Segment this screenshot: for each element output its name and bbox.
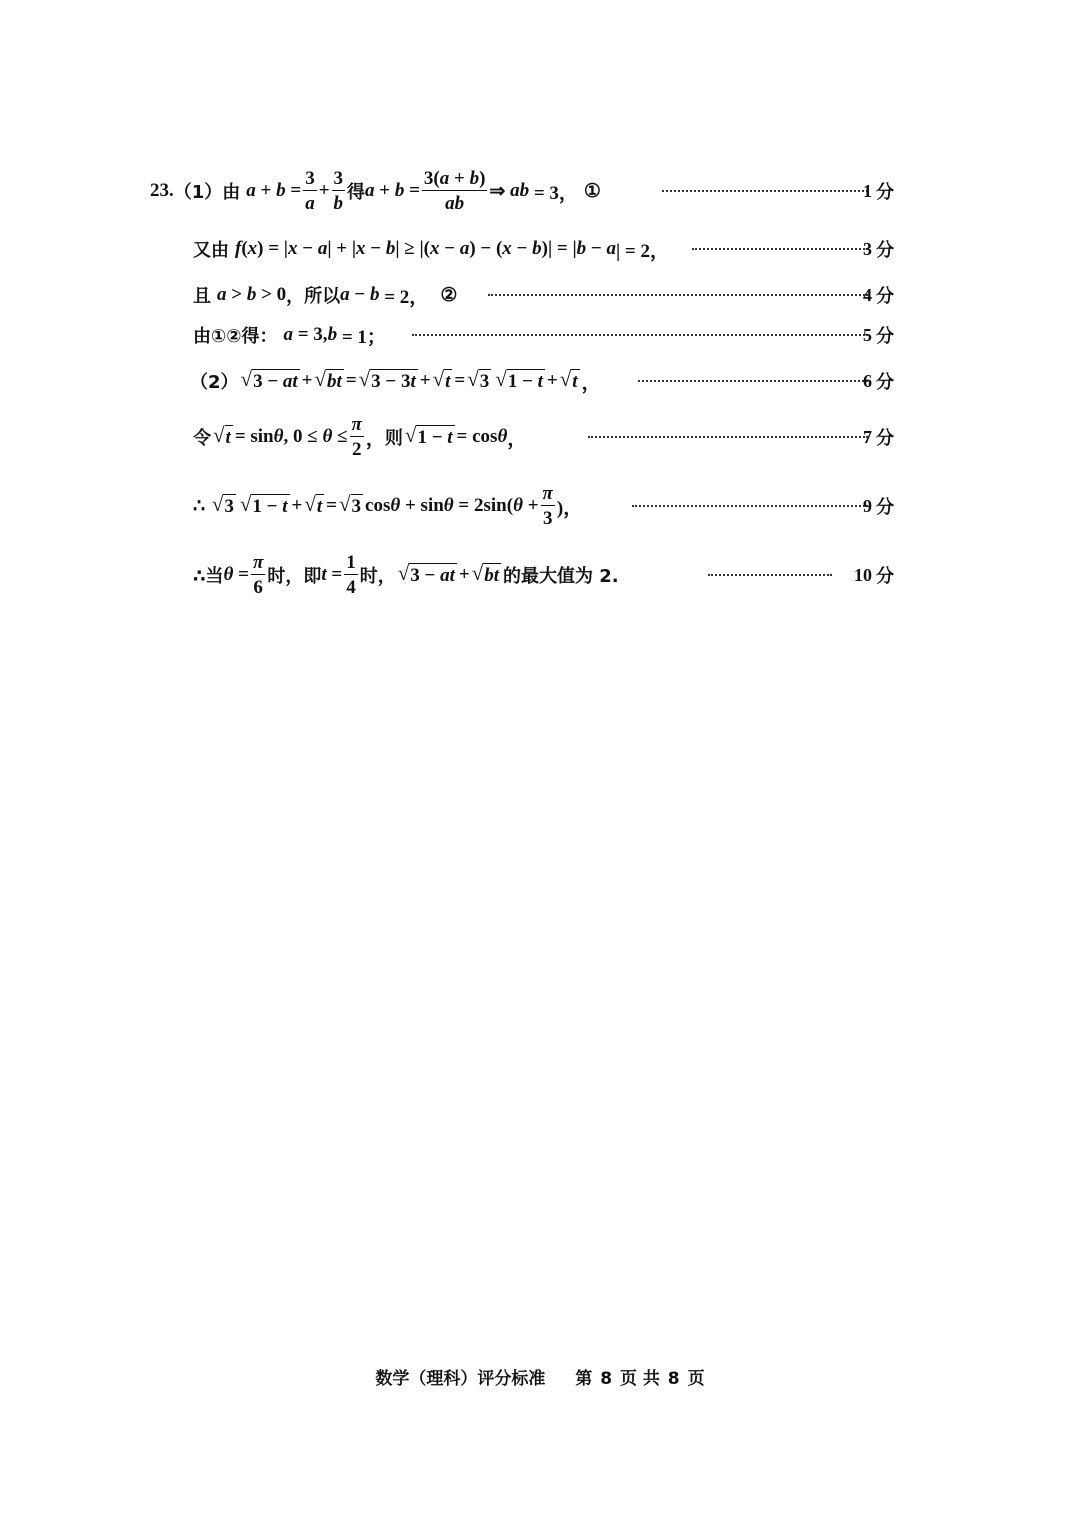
footer-page-total: 8 <box>667 1369 680 1389</box>
solution-line-7 <box>0 484 1080 528</box>
fraction-3-over-a: $\frac{3}{a}$ <box>305 168 315 214</box>
solution-line-8 <box>0 553 1080 597</box>
line-2-expression: 又由 f ( x ) = | x − a | + | x − b | ≥ |( x − a ) − ( x − b )| = | b − a | = 2， <box>193 238 669 262</box>
word-youyou: 又由 <box>193 240 229 261</box>
line-8-expression: ∴当 θ = $\frac{\pi}{6}$ 时，即 t = $\frac{1}{4}$ 时， √ 3 − at + √ bt 的最大值为 2. <box>193 552 619 598</box>
fraction-pi-over-3: $\frac{\pi}{3}$ <box>542 483 553 529</box>
leader-dots <box>638 380 868 382</box>
score-7: 7 分 <box>863 426 894 449</box>
word-qie: 且 <box>193 286 211 307</box>
therefore-symbol: ∴ <box>193 495 206 517</box>
line-7-expression: ∴ √ 3 √ 1 − t + √ t = √ 3 cos θ + sin θ = 2sin( θ + $\frac{\pi}{3}$ )， <box>193 483 583 529</box>
solution-line-5 <box>0 359 1080 403</box>
score-5: 5 分 <box>863 324 894 347</box>
leader-dots <box>662 190 868 192</box>
word-dang: ∴当 <box>193 566 224 587</box>
fraction-3-over-b: $\frac{3}{b}$ <box>333 168 344 214</box>
solution-line-2 <box>0 227 1080 271</box>
solution-line-4 <box>0 313 1080 357</box>
leader-dots <box>488 294 868 296</box>
score-9: 9 分 <box>863 495 894 518</box>
fraction-3ab-over-ab: $\frac{3(a + b)}{ab}$ <box>423 168 486 214</box>
fraction-1-over-4: $\frac{1}{4}$ <box>346 552 356 598</box>
leader-dots <box>632 505 868 507</box>
word-de: 得 <box>347 182 366 203</box>
word-shi: 时， <box>359 566 396 587</box>
fraction-pi-over-2: $\frac{\pi}{2}$ <box>351 414 362 460</box>
score-3: 3 分 <box>863 238 894 261</box>
line-5-expression: （2） √ 3 − at + √ bt = √ 3 − 3t + √ t = √ 3 √ 1 − t + √ t ， <box>190 367 601 394</box>
part-1-label: （1） <box>173 182 223 203</box>
max-value-text: 的最大值为 2. <box>503 566 619 587</box>
footer-page-number: 8 <box>600 1369 613 1389</box>
question-number: 23. <box>150 180 174 201</box>
footer-subject: 数学（理科）评分标准 <box>375 1369 546 1389</box>
page-footer <box>0 1364 1080 1389</box>
word-ze: 则 <box>384 428 403 449</box>
fraction-pi-over-6: $\frac{\pi}{6}$ <box>252 552 264 598</box>
part-2-label: （2） <box>190 372 239 393</box>
line-4-expression: 由①②得： a = 3, b = 1； <box>193 324 386 348</box>
score-6: 6 分 <box>863 370 894 393</box>
word-shi-ji: 时，即 <box>267 566 322 587</box>
word-you: 由 <box>222 182 241 203</box>
footer-page-prefix: 第 <box>575 1369 593 1389</box>
leader-dots <box>692 248 868 250</box>
score-4: 4 分 <box>863 284 894 307</box>
score-10: 10 分 <box>854 564 894 587</box>
word-suoyi: ，所以 <box>286 286 341 307</box>
line-6-expression: 令 √ t = sin θ , 0 ≤ θ ≤ $\frac{\pi}{2}$ ， 则 √ 1 − t = cos θ ， <box>193 414 527 460</box>
solution-line-3 <box>0 273 1080 317</box>
leader-dots <box>708 574 832 576</box>
circled-number-2: ② <box>440 284 458 306</box>
word-ling: 令 <box>193 428 211 449</box>
footer-page-mid: 页 共 <box>619 1369 660 1389</box>
score-1: 1 分 <box>863 180 894 203</box>
line-3-expression: 且 a > b > 0 ，所以 a − b = 2， ② <box>193 284 458 308</box>
footer-page-suffix: 页 <box>687 1369 705 1389</box>
solution-line-1 <box>0 169 1080 213</box>
leader-dots <box>412 334 868 336</box>
line-1-expression: 23. （1） 由 a + b = $\frac{3}{a}$ + $\frac{3}{b}$ 得 a + b = $\frac{3(a + b)}{ab}$ ⇒ ab = 3， ① <box>150 168 601 214</box>
word-youde: 由①②得： <box>193 326 278 347</box>
circled-number-1: ① <box>583 180 601 202</box>
leader-dots <box>588 436 868 438</box>
solution-line-6 <box>0 415 1080 459</box>
